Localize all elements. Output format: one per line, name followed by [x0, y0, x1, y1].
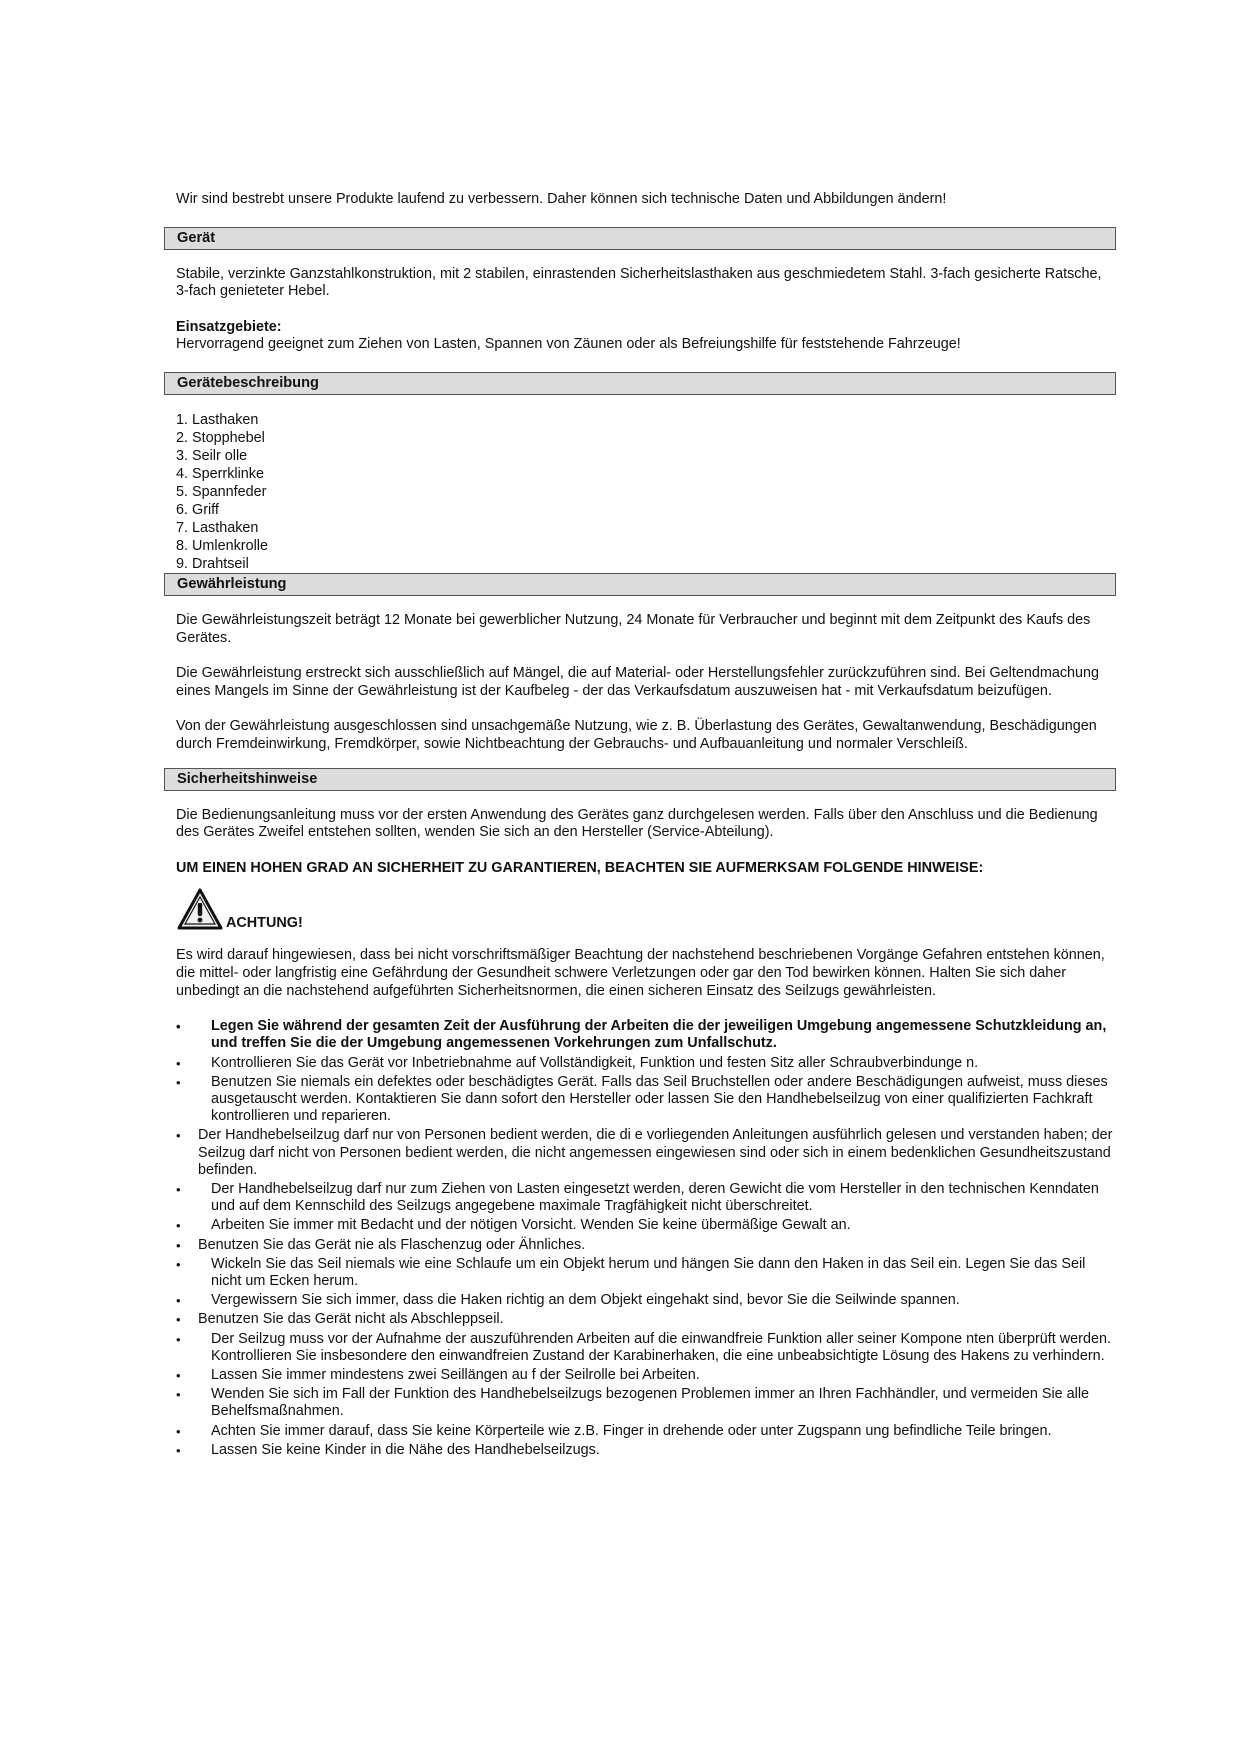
- list-item: • Lassen Sie immer mindestens zwei Seillängen au f der Seilrolle bei Arbeiten.: [176, 1367, 1116, 1384]
- warning-block: [176, 887, 1116, 931]
- list-item: 6. Griff: [176, 501, 219, 518]
- warranty-scope: Die Gewährleistung erstreckt sich ausschließlich auf Mängel, die auf Material- oder Herstellungsfehler zurückzuführen sind. Bei Geltendmachung eines Mangels im Sinne der Gewährleistung ist der Kaufbeleg - der das Verkaufsdatum auszuweisen hat - mit Verkaufsdatum beizufügen.: [176, 665, 1100, 699]
- list-item: • Der Handhebelseilzug darf nur zum Ziehen von Lasten eingesetzt werden, deren Gewicht die vom Hersteller in den technischen Kenndaten und auf dem Kennschild des Seilzugs angegebene maximale Tragfähigkeit nicht überschreitet.: [176, 1181, 1116, 1215]
- usage-text: Hervorragend geeignet zum Ziehen von Lasten, Spannen von Zäunen oder als Befreiungshilfe für feststehende Fahrzeuge!: [176, 336, 961, 353]
- list-item: • Wenden Sie sich im Fall der Funktion des Handhebelseilzugs bezogenen Problemen immer an Ihren Fachhändler, und vermeiden Sie alle Behelfsmaßnahmen.: [176, 1386, 1116, 1420]
- warranty-exclusions: Von der Gewährleistung ausgeschlossen sind unsachgemäße Nutzung, wie z. B. Überlastung des Gerätes, Gewaltanwendung, Beschädigungen durch Fremdeinwirkung, Fremdkörper, sowie Nichtbeachtung der Gebrauchs- und Aufbauanleitung und normaler Verschleiß.: [176, 718, 1097, 752]
- section-title: Sicherheitshinweise: [177, 770, 318, 787]
- list-item: 5. Spannfeder: [176, 483, 267, 500]
- section-title: Gerät: [177, 229, 216, 246]
- usage-heading: Einsatzgebiete:: [176, 318, 282, 335]
- list-item: • Wickeln Sie das Seil niemals wie eine Schlaufe um ein Objekt herum und hängen Sie dann den Haken in das Seil ein. Legen Sie das Seil nicht um Ecken herum.: [176, 1256, 1116, 1290]
- section-header-gewaehrleistung: [164, 573, 1116, 596]
- list-item: • Benutzen Sie das Gerät nicht als Abschleppseil.: [176, 1311, 1116, 1328]
- warning-text: Es wird darauf hingewiesen, dass bei nicht vorschriftsmäßiger Beachtung der nachstehend beschriebenen Vorgänge Gefahren entstehen können, die mittel- oder langfristig eine Gefährdung der Gesundheit schwere Verletzungen oder gar den Tod bewirken können. Halten Sie sich daher unbedingt an die nachstehend aufgeführten Sicherheitsnormen, die einen sicheren Einsatz des Seilzugs gewährleisten.: [176, 947, 1105, 999]
- page-content: [176, 191, 1116, 1461]
- section-header-geraet: [164, 227, 1116, 250]
- section-header-beschreibung: [164, 372, 1116, 395]
- list-item: 3. Seilr olle: [176, 447, 248, 464]
- list-item: 8. Umlenkrolle: [176, 537, 268, 554]
- list-item: 7. Lasthaken: [176, 519, 259, 536]
- list-item: 2. Stopphebel: [176, 429, 265, 446]
- list-item: • Benutzen Sie das Gerät nie als Flaschenzug oder Ähnliches.: [176, 1237, 1116, 1254]
- list-item: • Legen Sie während der gesamten Zeit der Ausführung der Arbeiten die der jeweiligen Umgebung angemessene Schutzkleidung an, und treffen Sie die der Umgebung angemessenen Vorkehrungen zum Unfallschutz.: [176, 1018, 1116, 1052]
- warning-triangle-icon: [176, 887, 224, 931]
- list-item: • Achten Sie immer darauf, dass Sie keine Körperteile wie z.B. Finger in drehende oder unter Zugspann ung befindliche Teile bringen.: [176, 1423, 1116, 1440]
- parts-list: [176, 411, 1116, 573]
- section-title: Gewährleistung: [177, 575, 287, 592]
- section-gewaehrleistung: [176, 596, 1116, 754]
- list-item: 1. Lasthaken: [176, 411, 259, 428]
- device-description: Stabile, verzinkte Ganzstahlkonstruktion, mit 2 stabilen, einrastenden Sicherheitslasthaken aus geschmiedetem Stahl. 3-fach gesicherte Ratsche, 3-fach genieteter Hebel.: [176, 265, 1102, 300]
- intro-notice: Wir sind bestrebt unsere Produkte laufend zu verbessern. Daher können sich technische Daten und Abbildungen ändern!: [176, 191, 947, 207]
- section-beschreibung: [176, 395, 1116, 573]
- warning-label: ACHTUNG!: [226, 915, 303, 932]
- section-title: Gerätebeschreibung: [177, 374, 319, 391]
- list-item: • Lassen Sie keine Kinder in die Nähe des Handhebelseilzugs.: [176, 1442, 1116, 1459]
- warranty-period: Die Gewährleistungszeit beträgt 12 Monate bei gewerblicher Nutzung, 24 Monate für Verbraucher und beginnt mit dem Zeitpunkt des Kaufs des Gerätes.: [176, 611, 1091, 646]
- section-header-sicherheit: [164, 768, 1116, 791]
- list-item: • Der Seilzug muss vor der Aufnahme der auszuführenden Arbeiten auf die einwandfreie Funktion aller seiner Kompone nten überprüft werden. Kontrollieren Sie insbesondere den einwandfreien Zustand der Karabinerhaken, die eine unbeabsichtigte Lösung des Hakens zu verhindern.: [176, 1331, 1116, 1365]
- list-item: • Arbeiten Sie immer mit Bedacht und der nötigen Vorsicht. Wenden Sie keine übermäßige Gewalt an.: [176, 1217, 1116, 1234]
- manual-reading-notice: Die Bedienungsanleitung muss vor der ersten Anwendung des Gerätes ganz durchgelesen werden. Falls über den Anschluss und die Bedienung des Gerätes Zweifel entstehen sollten, wenden Sie sich an den Hersteller (Service-Abteilung).: [176, 806, 1098, 841]
- list-item: • Kontrollieren Sie das Gerät vor Inbetriebnahme auf Vollständigkeit, Funktion und festen Sitz aller Schraubverbindunge n.: [176, 1055, 1116, 1072]
- list-item: 4. Sperrklinke: [176, 465, 264, 482]
- list-item: • Der Handhebelseilzug darf nur von Personen bedient werden, die di e vorliegenden Anleitungen ausführlich gelesen und verstanden haben; der Seilzug darf nicht von Personen bedient werden, die nicht angemessen eingewiesen sind oder sich in einem bedenklichen Gesundheitszustand befinden.: [176, 1127, 1116, 1179]
- safety-caps-notice: UM EINEN HOHEN GRAD AN SICHERHEIT ZU GARANTIEREN, BEACHTEN SIE AUFMERKSAM FOLGENDE HINWEISE:: [176, 859, 984, 876]
- safety-hints-list: [176, 1018, 1116, 1459]
- list-item: 9. Drahtseil: [176, 555, 249, 572]
- list-item: • Benutzen Sie niemals ein defektes oder beschädigtes Gerät. Falls das Seil Bruchstellen oder andere Beschädigungen aufweist, muss dieses ausgetauscht werden. Kontaktieren Sie dann sofort den Hersteller oder lassen Sie den Handhebelseilzug von einer qualifizierten Fachkraft kontrollieren und reparieren.: [176, 1074, 1116, 1126]
- section-sicherheit: [176, 791, 1116, 1459]
- list-item: • Vergewissern Sie sich immer, dass die Haken richtig an dem Objekt eingehakt sind, bevor Sie die Seilwinde spannen.: [176, 1292, 1116, 1309]
- section-geraet: [176, 250, 1116, 354]
